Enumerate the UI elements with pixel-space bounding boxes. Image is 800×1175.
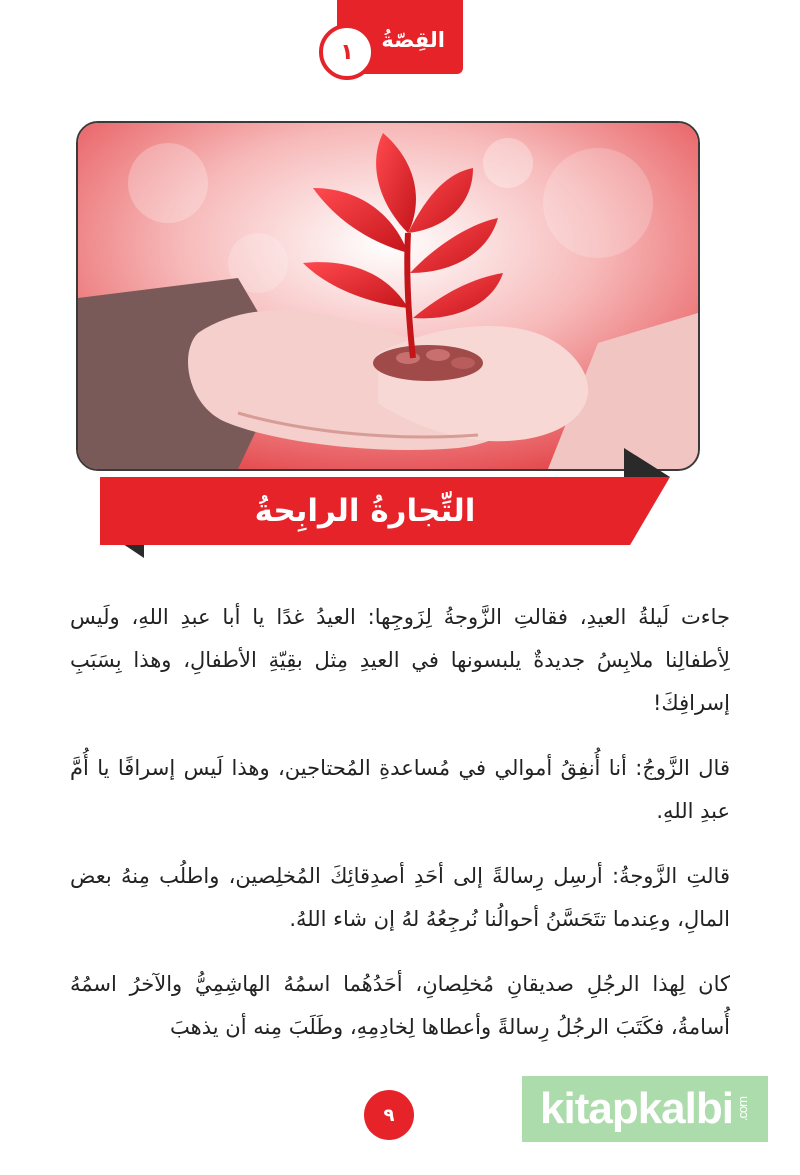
watermark-text: kitapkalbi [540,1084,733,1133]
story-label: القِصّةُ [381,28,445,52]
plant-in-hands-illustration [78,123,698,469]
page-number: ٩ [364,1090,414,1140]
story-number-badge: ١ [319,24,375,80]
watermark-suffix: .com [734,1096,750,1122]
story-title: التِّجارةُ الرابِحةُ [254,493,476,529]
paragraph: جاءت لَيلةُ العيدِ، فقالتِ الزَّوجةُ لِزَوجِها: العيدُ غدًا يا أبا عبدِ اللهِ، ولَيس لِأطفالِنا ملابِسُ جديدةٌ يلبسونها في العيدِ مِثل بقِيّةِ الأطفالِ، وهذا بِسَبَبِ إسرافِكَ! [70,605,730,715]
paragraph: كان لِهذا الرجُلِ صديقانِ مُخلِصانِ، أحَدُهُما اسمُهُ الهاشِمِيُّ والآخرُ اسمُهُ أُسامةُ، فكَتَبَ الرجُلُ رِسالةً وأعطاها لِخادِمِهِ، وطَلَبَ مِنه أن يذهبَ [70,972,730,1039]
watermark [522,1076,768,1142]
story-header-tab [337,0,463,74]
hero-image [76,121,700,471]
story-body [70,596,730,1071]
paragraph: قال الزَّوجُ: أنا أُنفِقُ أموالي في مُساعدةِ المُحتاجين، وهذا لَيس إسرافًا يا أُمَّ عبدِ اللهِ. [70,756,730,823]
paragraph: قالتِ الزَّوجةُ: أرسِل رِسالةً إلى أحَدِ أصدِقائِكَ المُخلِصين، واطلُب مِنهُ بعض المالِ، وعِندما تتَحَسَّنُ أحوالُنا نُرجِعُهُ لهُ إن شاء اللهُ. [70,864,730,931]
ribbon-fold-right [624,448,670,477]
